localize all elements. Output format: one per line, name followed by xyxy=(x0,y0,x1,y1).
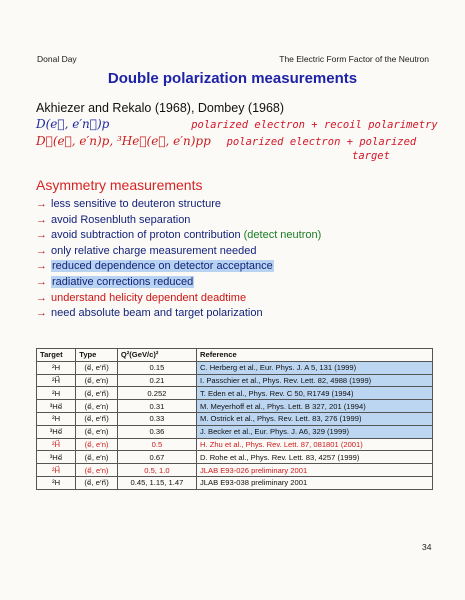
header-topic: The Electric Form Factor of the Neutron xyxy=(279,54,429,64)
table-row: ²H⃗ (e⃗, e′n) 0.5 H. Zhu et al., Phys. Rev. Lett. 87, 081801 (2001) xyxy=(37,438,433,451)
page-title: Double polarization measurements xyxy=(107,70,358,87)
column-header-target: Target xyxy=(37,349,76,362)
arrow-icon: → xyxy=(36,229,47,242)
table-row: ²H⃗ (e⃗, e′n) 0.5, 1.0 JLAB E93-026 preliminary 2001 xyxy=(37,464,433,477)
column-header-q2: Q²(GeV/c)² xyxy=(117,349,196,362)
header-author: Donal Day xyxy=(37,54,77,64)
reaction-1-handwritten-note: polarized electron + recoil polarimetry xyxy=(191,119,438,131)
reaction-2-formula: D⃗(e⃗, e′n)p, ³He⃗(e⃗, e′n)pp xyxy=(36,134,211,148)
arrow-icon: → xyxy=(36,275,47,288)
arrow-icon: → xyxy=(36,291,47,304)
table-row: ²H (e⃗, e′n⃗) 0.252 T. Eden et al., Phys. Rev. C 50, R1749 (1994) xyxy=(37,387,433,400)
measurements-table xyxy=(36,348,433,490)
list-item: → understand helicity dependent deadtime xyxy=(36,291,247,304)
arrow-icon: → xyxy=(36,213,47,226)
list-item: → only relative charge measurement needed xyxy=(36,244,257,257)
arrow-icon: → xyxy=(36,307,47,320)
list-item: → reduced dependence on detector acceptance xyxy=(36,260,273,273)
column-header-reference: Reference xyxy=(196,349,432,362)
historical-references: Akhiezer and Rekalo (1968), Dombey (1968) xyxy=(36,101,285,115)
list-item: → radiative corrections reduced xyxy=(36,275,194,288)
arrow-icon: → xyxy=(36,260,47,273)
column-header-type: Type xyxy=(76,349,118,362)
table-row: ³He⃗ (e⃗, e′n) 0.31 M. Meyerhoff et al., Phys. Lett. B 327, 201 (1994) xyxy=(37,400,433,413)
table-header-row xyxy=(37,349,433,362)
list-item: → avoid Rosenbluth separation xyxy=(36,213,191,226)
list-item: → less sensitive to deuteron structure xyxy=(36,198,221,210)
reaction-1-formula: D(e⃗, e′n⃗)p xyxy=(36,117,110,131)
list-item: → avoid subtraction of proton contribution (detect neutron) xyxy=(36,229,322,242)
arrow-icon: → xyxy=(36,244,47,257)
reaction-line-2 xyxy=(36,134,416,148)
table-row: ³He⃗ (e⃗, e′n) 0.67 D. Rohe et al., Phys. Rev. Lett. 83, 4257 (1999) xyxy=(37,451,433,464)
bullet-list xyxy=(36,197,436,322)
table-row: ²H⃗ (e⃗, e′n) 0.21 I. Passchier et al., Phys. Rev. Lett. 82, 4988 (1999) xyxy=(37,374,433,387)
table-row: ³He⃗ (e⃗, e′n) 0.36 J. Becker et al., Eur. Phys. J. A6, 329 (1999) xyxy=(37,425,433,438)
table-row: ²H (e⃗, e′n⃗) 0.15 C. Herberg et al., Eur. Phys. J. A 5, 131 (1999) xyxy=(37,361,433,374)
list-item: → need absolute beam and target polarization xyxy=(36,307,263,320)
reaction-2-handwritten-note: polarized electron + polarized xyxy=(226,136,417,148)
reaction-2-handwritten-note-target: target xyxy=(352,150,390,162)
table-row: ²H (e⃗, e′n⃗) 0.33 M. Ostrick et al., Phys. Rev. Lett. 83, 276 (1999) xyxy=(37,412,433,425)
page-number: 34 xyxy=(422,542,432,552)
reaction-line-1 xyxy=(36,117,438,131)
table-row: ²H (e⃗, e′n⃗) 0.45, 1.15, 1.47 JLAB E93-038 preliminary 2001 xyxy=(37,476,433,489)
arrow-icon: → xyxy=(36,198,47,210)
section-title: Asymmetry measurements xyxy=(36,177,203,193)
